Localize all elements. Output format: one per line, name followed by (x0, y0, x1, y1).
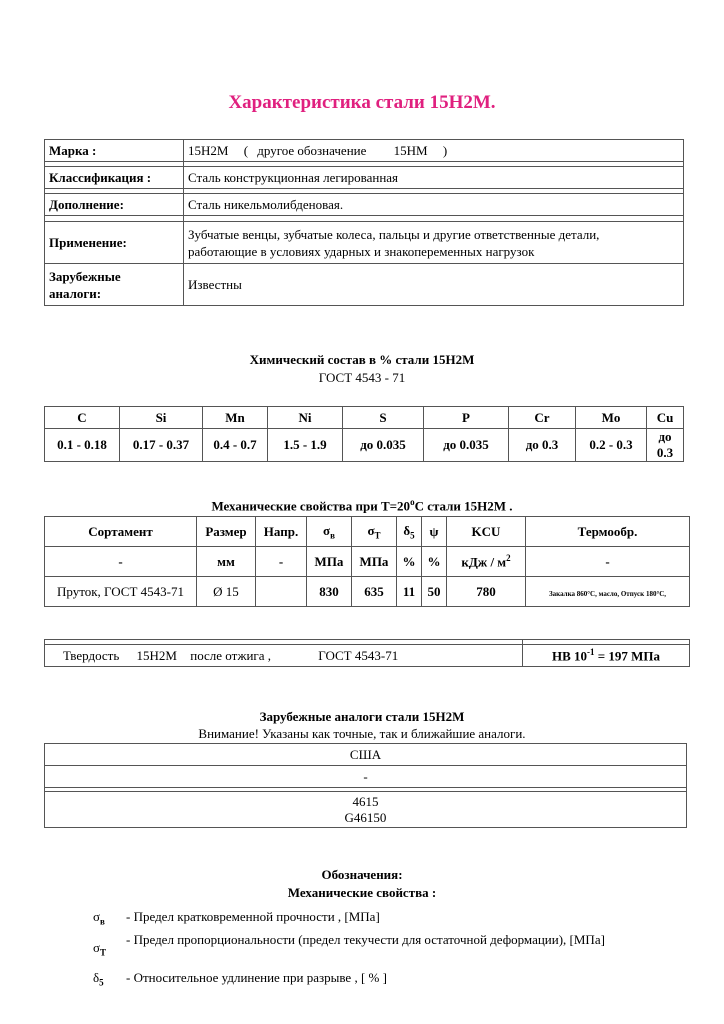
mech-data-row (45, 577, 690, 607)
hardness-label: Твердость (63, 647, 120, 663)
grade-paren-close: ) (442, 142, 448, 158)
hardness-row (45, 645, 690, 667)
chem-header-cu: Cu (647, 407, 684, 429)
info-value-addition: Сталь никельмолибденовая. (184, 194, 684, 216)
hardness-value-prefix: НВ 10 (551, 648, 587, 664)
info-row-application (45, 222, 684, 264)
mech-unit-heat: - (526, 547, 690, 577)
legend-subscript: T (100, 947, 107, 958)
chem-value-cu: до 0.3 (647, 429, 684, 462)
analogs-grades (45, 792, 687, 828)
mech-title (0, 497, 724, 514)
mech-value-psi: 50 (422, 577, 447, 607)
mech-header-row (45, 517, 690, 547)
chem-value-mn: 0.4 - 0.7 (203, 429, 268, 462)
application-line-2: работающие в условиях ударных и знакопеременных нагрузок (188, 243, 535, 259)
mech-value-delta5: 11 (397, 577, 422, 607)
mech-value-sigma-t: 635 (352, 577, 397, 607)
info-row-class (45, 167, 684, 189)
hardness-condition: после отжига , (190, 647, 272, 663)
sigma-symbol: σ (93, 940, 101, 955)
mech-unit-sigma-t: МПа (352, 547, 397, 577)
legend-symbol (93, 909, 105, 927)
delta-subscript: 5 (410, 530, 415, 541)
chem-value-p: до 0.035 (424, 429, 509, 462)
mech-value-sigma-v: 830 (307, 577, 352, 607)
info-label-grade: Марка : (45, 140, 184, 162)
mech-unit-size: мм (197, 547, 256, 577)
legend-item-delta5 (93, 970, 633, 988)
legend-description: - Предел кратковременной прочности , [МПа] (126, 909, 380, 924)
legend-description: - Предел пропорциональности (предел текучести для остаточной деформации), [МПа] (126, 932, 605, 947)
mech-unit-kcu (447, 547, 526, 577)
legend-subscript: в (100, 916, 105, 927)
analog-grade: 4615 (352, 793, 379, 809)
mech-value-kcu: 780 (447, 577, 526, 607)
mech-unit-sortament: - (45, 547, 197, 577)
chem-header-s: S (343, 407, 424, 429)
mech-header-delta5 (397, 517, 422, 547)
info-label-addition: Дополнение: (45, 194, 184, 216)
info-row-analogs (45, 264, 684, 306)
chem-header-row (45, 407, 684, 429)
analogs-label-line-2: аналоги: (49, 285, 102, 301)
mech-header-size: Размер (197, 517, 256, 547)
info-value-analogs: Известны (184, 264, 684, 306)
analogs-label-line-1: Зарубежные (49, 268, 121, 284)
analogs-title: Зарубежные аналоги стали 15Н2М (259, 709, 465, 724)
kcu-unit-sup: 2 (506, 552, 511, 563)
mech-header-sigma-v (307, 517, 352, 547)
chem-title: Химический состав в % стали 15Н2М (249, 352, 475, 367)
legend-subtitle: Механические свойства : (287, 885, 437, 900)
chem-value-s: до 0.035 (343, 429, 424, 462)
mech-value-size: Ø 15 (197, 577, 256, 607)
grade-alt-value: 15НМ (393, 142, 428, 158)
legend-symbol (93, 940, 106, 958)
info-label-analogs (45, 264, 184, 306)
chem-header-mn: Mn (203, 407, 268, 429)
analogs-country-row (45, 744, 687, 766)
mech-header-psi: ψ (422, 517, 447, 547)
analogs-table (44, 743, 687, 828)
page-title: Характеристика стали 15Н2М. (228, 92, 496, 113)
legend-symbol (93, 970, 104, 988)
chem-value-si: 0.17 - 0.37 (120, 429, 203, 462)
mech-units-row (45, 547, 690, 577)
legend-item-sigma-v (93, 909, 633, 927)
legend-title: Обозначения: (321, 867, 403, 882)
hardness-value (523, 645, 690, 667)
chem-header-c: C (45, 407, 120, 429)
mech-header-heat: Термообр. (526, 517, 690, 547)
legend-description: - Относительное удлинение при разрыве , [ % ] (126, 970, 387, 985)
grade-paren-open: ( (243, 142, 249, 158)
info-value-class: Сталь конструкционная легированная (184, 167, 684, 189)
analogs-dash-row (45, 766, 687, 788)
mech-header-kcu: KCU (447, 517, 526, 547)
chem-value-mo: 0.2 - 0.3 (576, 429, 647, 462)
mech-table (44, 516, 690, 607)
mech-title-degree: o (410, 497, 415, 507)
chem-value-row (45, 429, 684, 462)
mech-title-suffix: С стали 15Н2М . (414, 498, 513, 514)
mech-header-sigma-t (352, 517, 397, 547)
mech-header-direction: Напр. (256, 517, 307, 547)
sigma-symbol: σ (93, 909, 101, 924)
chem-header-mo: Mo (576, 407, 647, 429)
info-table (44, 139, 684, 306)
analogs-dash: - (45, 766, 687, 788)
grade-name: 15Н2М (188, 142, 229, 158)
hardness-value-exponent: -1 (587, 646, 595, 657)
chem-value-ni: 1.5 - 1.9 (268, 429, 343, 462)
mech-unit-delta5: % (397, 547, 422, 577)
info-value-grade (184, 140, 684, 162)
delta-symbol: δ (93, 970, 100, 985)
hardness-grade: 15Н2М (136, 647, 177, 663)
legend-subscript: 5 (99, 977, 104, 988)
mech-value-direction (256, 577, 307, 607)
heat-treatment-text: Закалка 860°С, масло, Отпуск 180°С, (548, 589, 667, 598)
analogs-note: Внимание! Указаны как точные, так и ближайшие аналоги. (198, 726, 526, 741)
info-row-grade (45, 140, 684, 162)
info-row-addition (45, 194, 684, 216)
chem-table (44, 406, 684, 462)
chem-value-cr: до 0.3 (509, 429, 576, 462)
mech-value-heat (526, 577, 690, 607)
hardness-description (45, 645, 523, 667)
sigma-symbol: σ (323, 522, 331, 538)
analogs-grades-row (45, 792, 687, 828)
chem-header-p: P (424, 407, 509, 429)
mech-unit-psi: % (422, 547, 447, 577)
mech-unit-direction: - (256, 547, 307, 577)
kcu-unit-main: кДж / м (461, 554, 507, 570)
analogs-country: США (45, 744, 687, 766)
application-line-1: Зубчатые венцы, зубчатые колеса, пальцы и другие ответственные детали, (188, 226, 600, 242)
mech-unit-sigma-v: МПа (307, 547, 352, 577)
delta-symbol: δ (403, 522, 411, 538)
info-label-application: Применение: (45, 222, 184, 264)
hardness-value-suffix: = 197 МПа (594, 648, 661, 664)
info-value-application (184, 222, 684, 264)
chem-value-c: 0.1 - 0.18 (45, 429, 120, 462)
chem-standard: ГОСТ 4543 - 71 (318, 370, 406, 385)
sigma-symbol: σ (367, 522, 375, 538)
chem-header-ni: Ni (268, 407, 343, 429)
sigma-v-subscript: в (330, 530, 335, 541)
chem-header-si: Si (120, 407, 203, 429)
hardness-standard: ГОСТ 4543-71 (318, 647, 399, 663)
legend-item-sigma-t (93, 932, 633, 964)
analog-grade: G46150 (344, 809, 387, 825)
mech-header-sortament: Сортамент (45, 517, 197, 547)
grade-alt-label: другое обозначение (257, 142, 367, 158)
info-label-class: Классификация : (45, 167, 184, 189)
sigma-t-subscript: T (374, 530, 381, 541)
hardness-table (44, 639, 690, 667)
chem-header-cr: Cr (509, 407, 576, 429)
mech-title-prefix: Механические свойства при Т=20 (211, 498, 411, 514)
mech-value-sortament: Пруток, ГОСТ 4543-71 (45, 577, 197, 607)
